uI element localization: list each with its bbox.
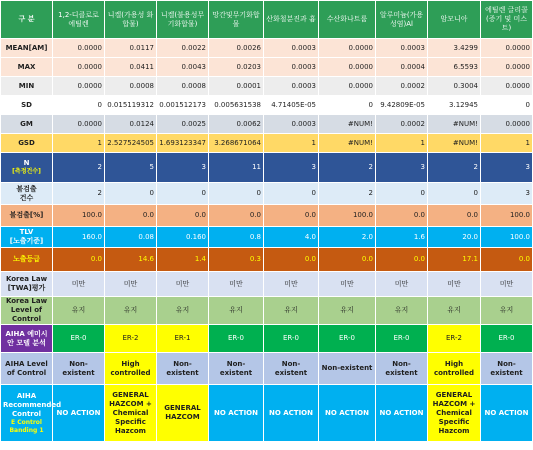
- row-level: [1, 248, 533, 272]
- cell-min: 0.0000: [53, 77, 105, 96]
- cell-sd: 3.12945: [428, 96, 481, 115]
- cell-ndpct: 0.0: [157, 205, 209, 227]
- cell-sd: 4.71405E-05: [264, 96, 319, 115]
- cell-tlv: 2.0: [319, 227, 376, 248]
- cell-aiha_risk: ER-0: [319, 325, 376, 353]
- row-tlv: [1, 227, 533, 248]
- cell-gm: 0.0124: [105, 115, 157, 134]
- cell-aiha_rec: NO ACTION: [53, 385, 105, 442]
- cell-aiha_risk: ER-0: [209, 325, 264, 353]
- cell-aiha_risk: ER-0: [53, 325, 105, 353]
- cell-min: 0.0000: [319, 77, 376, 96]
- cell-aiha_risk: ER-0: [481, 325, 533, 353]
- cell-korea_ctrl: 유지: [209, 297, 264, 325]
- cell-max: 0.0004: [376, 58, 428, 77]
- cell-ndpct: 100.0: [319, 205, 376, 227]
- cell-aiha_rec: GENERAL HAZCOM + Chemical Specific Hazcom: [428, 385, 481, 442]
- cell-ndpct: 0.0: [264, 205, 319, 227]
- row-gm: [1, 115, 533, 134]
- cell-nd: 0: [428, 183, 481, 205]
- row-label-text: 불검출[%]: [9, 211, 44, 219]
- cell-gsd: #NUM!: [319, 134, 376, 153]
- cell-gm: 0.0062: [209, 115, 264, 134]
- cell-ndpct: 100.0: [481, 205, 533, 227]
- cell-n: 3: [157, 153, 209, 183]
- cell-level: 0.0: [481, 248, 533, 272]
- cell-min: 0.0008: [105, 77, 157, 96]
- cell-min: 0.0000: [481, 77, 533, 96]
- cell-korea_ctrl: 유지: [481, 297, 533, 325]
- cell-gsd: 1: [481, 134, 533, 153]
- row-sublabel: 건수: [19, 193, 34, 202]
- cell-mean: 0.0022: [157, 39, 209, 58]
- row-label-ndpct: [1, 205, 53, 227]
- row-sublabel: [측정건수]: [12, 168, 41, 175]
- column-header: 수산화나트륨: [319, 1, 376, 39]
- cell-max: 0.0043: [157, 58, 209, 77]
- cell-nd: 2: [319, 183, 376, 205]
- cell-nd: 3: [481, 183, 533, 205]
- cell-korea_ctrl: 유지: [105, 297, 157, 325]
- cell-sd: 0: [319, 96, 376, 115]
- row-label-text: 노출등급: [12, 255, 41, 263]
- cell-nd: 0: [376, 183, 428, 205]
- cell-aiha_ctrl: High controlled: [428, 353, 481, 385]
- cell-n: 2: [319, 153, 376, 183]
- row-label-text: Korea Law [TWA]평가: [5, 275, 48, 292]
- cell-aiha_risk: ER-2: [105, 325, 157, 353]
- cell-tlv: 20.0: [428, 227, 481, 248]
- row-label-nd: [1, 183, 53, 205]
- cell-aiha_ctrl: High controlled: [105, 353, 157, 385]
- cell-n: 3: [481, 153, 533, 183]
- cell-aiha_ctrl: Non-existent: [376, 353, 428, 385]
- cell-aiha_ctrl: Non-existent: [53, 353, 105, 385]
- cell-aiha_rec: NO ACTION: [264, 385, 319, 442]
- row-label-min: [1, 77, 53, 96]
- cell-gm: #NUM!: [428, 115, 481, 134]
- cell-aiha_risk: ER-0: [376, 325, 428, 353]
- cell-aiha_risk: ER-1: [157, 325, 209, 353]
- row-sublabel: [노출기준]: [9, 237, 44, 245]
- row-label-text: GM: [20, 119, 33, 128]
- cell-gm: 0.0025: [157, 115, 209, 134]
- row-label-text: AIHA Recommended Control: [3, 391, 62, 418]
- cell-korea_twa: 미만: [264, 272, 319, 297]
- cell-gm: 0.0000: [481, 115, 533, 134]
- cell-aiha_rec: NO ACTION: [481, 385, 533, 442]
- cell-aiha_ctrl: Non-existent: [481, 353, 533, 385]
- cell-n: 2: [428, 153, 481, 183]
- cell-korea_twa: 미만: [157, 272, 209, 297]
- row-label-max: [1, 58, 53, 77]
- row-label-level: [1, 248, 53, 272]
- cell-min: 0.0001: [209, 77, 264, 96]
- column-header: 1,2-디클로로에틸렌: [53, 1, 105, 39]
- cell-ndpct: 100.0: [53, 205, 105, 227]
- cell-aiha_rec: GENERAL HAZCOM: [157, 385, 209, 442]
- cell-korea_ctrl: 유지: [319, 297, 376, 325]
- cell-level: 0.0: [319, 248, 376, 272]
- cell-korea_twa: 미만: [319, 272, 376, 297]
- cell-n: 11: [209, 153, 264, 183]
- row-sublabel: E Control Banding 1: [9, 418, 44, 434]
- cell-nd: 2: [53, 183, 105, 205]
- cell-korea_twa: 미만: [481, 272, 533, 297]
- row-label-text: N: [23, 159, 30, 167]
- row-max: [1, 58, 533, 77]
- cell-level: 0.0: [264, 248, 319, 272]
- cell-min: 0.3004: [428, 77, 481, 96]
- row-label-korea_ctrl: [1, 297, 53, 325]
- cell-korea_twa: 미만: [376, 272, 428, 297]
- cell-gsd: 1: [53, 134, 105, 153]
- cell-korea_ctrl: 유지: [157, 297, 209, 325]
- cell-level: 17.1: [428, 248, 481, 272]
- cell-tlv: 0.08: [105, 227, 157, 248]
- cell-max: 0.0411: [105, 58, 157, 77]
- row-label-text: SD: [21, 100, 32, 109]
- row-label-text: AIHA Level of Control: [5, 359, 48, 377]
- cell-korea_twa: 미만: [428, 272, 481, 297]
- cell-sd: 0.005631538: [209, 96, 264, 115]
- cell-korea_ctrl: 유지: [264, 297, 319, 325]
- cell-aiha_ctrl: Non-existent: [157, 353, 209, 385]
- row-label-text: MIN: [18, 81, 35, 90]
- cell-korea_ctrl: 유지: [376, 297, 428, 325]
- cell-max: 0.0000: [53, 58, 105, 77]
- cell-min: 0.0002: [376, 77, 428, 96]
- cell-aiha_ctrl: Non-existent: [319, 353, 376, 385]
- cell-sd: 0.015119312: [105, 96, 157, 115]
- cell-tlv: 100.0: [481, 227, 533, 248]
- cell-tlv: 160.0: [53, 227, 105, 248]
- column-header: 에틸렌 글리콜(증기 및 미스트): [481, 1, 533, 39]
- row-label-text: AIHA 예미시안 모델 분석: [5, 329, 48, 347]
- row-label-text: MAX: [17, 62, 36, 71]
- cell-mean: 0.0117: [105, 39, 157, 58]
- row-label-tlv: [1, 227, 53, 248]
- column-header: 니켈(가용성 화합물): [105, 1, 157, 39]
- row-label-text: TLV: [19, 228, 34, 236]
- cell-mean: 0.0003: [376, 39, 428, 58]
- cell-gsd: 3.268671064: [209, 134, 264, 153]
- row-label-gsd: [1, 134, 53, 153]
- row-ndpct: [1, 205, 533, 227]
- cell-aiha_risk: ER-2: [428, 325, 481, 353]
- cell-korea_twa: 미만: [105, 272, 157, 297]
- row-label-text: 불검출: [16, 184, 37, 193]
- cell-ndpct: 0.0: [105, 205, 157, 227]
- cell-korea_ctrl: 유지: [428, 297, 481, 325]
- cell-min: 0.0003: [264, 77, 319, 96]
- cell-gm: 0.0003: [264, 115, 319, 134]
- row-label-aiha_rec: [1, 385, 62, 442]
- row-aiha_rec: [1, 385, 533, 442]
- cell-ndpct: 0.0: [428, 205, 481, 227]
- cell-mean: 0.0026: [209, 39, 264, 58]
- column-header: 암모니아: [428, 1, 481, 39]
- row-label-text: Korea Law Level of Control: [5, 297, 48, 323]
- cell-korea_twa: 미만: [209, 272, 264, 297]
- cell-min: 0.0008: [157, 77, 209, 96]
- cell-level: 0.0: [376, 248, 428, 272]
- cell-aiha_ctrl: Non-existent: [209, 353, 264, 385]
- row-label-text: MEAN[AM]: [5, 43, 48, 52]
- cell-gm: 0.0002: [376, 115, 428, 134]
- cell-level: 1.4: [157, 248, 209, 272]
- row-label-sd: [1, 96, 53, 115]
- column-header: 니켈(불용성무기화합물): [157, 1, 209, 39]
- cell-tlv: 4.0: [264, 227, 319, 248]
- cell-korea_ctrl: 유지: [53, 297, 105, 325]
- cell-aiha_rec: GENERAL HAZCOM + Chemical Specific Hazcom: [105, 385, 157, 442]
- row-nd: [1, 183, 533, 205]
- cell-aiha_rec: NO ACTION: [209, 385, 264, 442]
- cell-aiha_rec: NO ACTION: [319, 385, 376, 442]
- cell-mean: 3.4299: [428, 39, 481, 58]
- cell-sd: 0: [481, 96, 533, 115]
- row-korea_twa: [1, 272, 533, 297]
- cell-gsd: 1: [376, 134, 428, 153]
- cell-n: 3: [376, 153, 428, 183]
- cell-korea_twa: 미만: [53, 272, 105, 297]
- cell-max: 0.0000: [319, 58, 376, 77]
- cell-nd: 0: [264, 183, 319, 205]
- cell-ndpct: 0.0: [209, 205, 264, 227]
- cell-mean: 0.0000: [319, 39, 376, 58]
- cell-tlv: 0.8: [209, 227, 264, 248]
- cell-level: 14.6: [105, 248, 157, 272]
- cell-max: 0.0000: [481, 58, 533, 77]
- row-label-aiha_ctrl: [1, 353, 53, 385]
- cell-mean: 0.0000: [481, 39, 533, 58]
- row-min: [1, 77, 533, 96]
- cell-nd: 0: [209, 183, 264, 205]
- row-gsd: [1, 134, 533, 153]
- row-aiha_ctrl: [1, 353, 533, 385]
- row-sd: [1, 96, 533, 115]
- cell-max: 0.0203: [209, 58, 264, 77]
- column-header: 망간및무기화합물: [209, 1, 264, 39]
- row-label-n: [1, 153, 53, 183]
- cell-nd: 0: [157, 183, 209, 205]
- cell-mean: 0.0000: [53, 39, 105, 58]
- cell-n: 2: [53, 153, 105, 183]
- cell-level: 0.3: [209, 248, 264, 272]
- cell-max: 0.0003: [264, 58, 319, 77]
- cell-aiha_rec: NO ACTION: [376, 385, 428, 442]
- cell-n: 5: [105, 153, 157, 183]
- cell-gm: #NUM!: [319, 115, 376, 134]
- cell-tlv: 1.6: [376, 227, 428, 248]
- row-mean: [1, 39, 533, 58]
- row-n: [1, 153, 533, 183]
- cell-aiha_risk: ER-0: [264, 325, 319, 353]
- row-aiha_risk: [1, 325, 533, 353]
- corner-header: 구 분: [1, 1, 53, 39]
- cell-gsd: 1: [264, 134, 319, 153]
- cell-n: 3: [264, 153, 319, 183]
- row-label-mean: [1, 39, 53, 58]
- cell-sd: 9.42809E-05: [376, 96, 428, 115]
- cell-nd: 0: [105, 183, 157, 205]
- row-label-gm: [1, 115, 53, 134]
- cell-gsd: #NUM!: [428, 134, 481, 153]
- cell-tlv: 0.160: [157, 227, 209, 248]
- column-header: 산화철분진과 흄: [264, 1, 319, 39]
- cell-gsd: 1.693123347: [157, 134, 209, 153]
- cell-mean: 0.0003: [264, 39, 319, 58]
- cell-aiha_ctrl: Non-existent: [264, 353, 319, 385]
- cell-ndpct: 0.0: [376, 205, 428, 227]
- row-label-text: GSD: [18, 138, 35, 147]
- row-korea_ctrl: [1, 297, 533, 325]
- cell-gm: 0.0000: [53, 115, 105, 134]
- row-label-korea_twa: [1, 272, 53, 297]
- cell-sd: 0: [53, 96, 105, 115]
- cell-max: 6.5593: [428, 58, 481, 77]
- cell-gsd: 2.527524505: [105, 134, 157, 153]
- cell-sd: 0.001512173: [157, 96, 209, 115]
- cell-level: 0.0: [53, 248, 105, 272]
- column-header: 알루미늄(가용성염)Al: [376, 1, 428, 39]
- row-label-aiha_risk: [1, 325, 53, 353]
